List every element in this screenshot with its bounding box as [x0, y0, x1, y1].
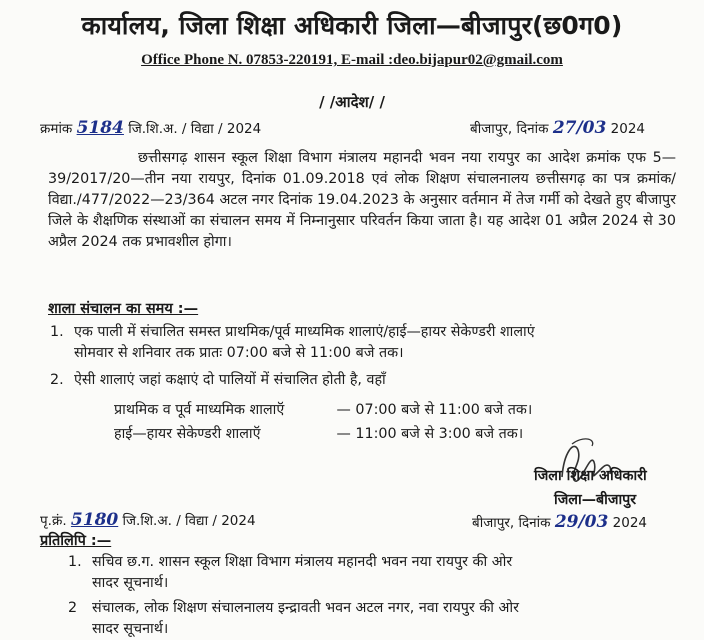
list-item-line: ऐसी शालाएं जहां कक्षाएं दो पालियों में संचालित होती है, वहाँ: [74, 372, 386, 388]
copy-item-line: सादर सूचनार्थ।: [92, 621, 169, 637]
copy-place-date-label: बीजापुर, दिनांक: [472, 515, 551, 531]
list-item-number: 2.: [50, 372, 64, 388]
copy-item-line: सादर सूचनार्थ।: [92, 575, 169, 591]
list-item: [50, 322, 680, 364]
order-date-handwritten: 27/03: [552, 118, 607, 138]
copy-year: 2024: [612, 515, 647, 531]
office-contact: Office Phone N. 07853-220191, E-mail :deo.bijapur02@gmail.com: [141, 52, 563, 68]
schedule-label: प्राथमिक व पूर्व माध्यमिक शालाऍ: [114, 402, 285, 418]
schedule-time: — 11:00 बजे से 3:00 बजे तक।: [336, 426, 524, 442]
copy-list-item: [68, 598, 688, 640]
list-item-line: सोमवार से शनिवार तक प्रातः 07:00 बजे से 11:00 बजे तक।: [74, 345, 404, 361]
section-heading: शाला संचालन का समय :—: [48, 301, 199, 317]
copy-list-label: प्रतिलिपि :—: [40, 533, 112, 549]
copy-number-handwritten: 5180: [70, 510, 119, 530]
list-item-number: 1.: [50, 324, 64, 340]
place-date-label: बीजापुर, दिनांक: [470, 121, 549, 137]
copy-item-number: 2: [68, 600, 78, 616]
kramank-number-handwritten: 5184: [76, 118, 124, 138]
kramank-suffix: जि.शि.अ. / विद्या / 2024: [128, 121, 262, 137]
order-heading: / /आदेश/ /: [319, 93, 385, 111]
schedule-row: [114, 400, 532, 419]
order-year: 2024: [610, 121, 645, 137]
copy-label: पृ.क्रं.: [40, 513, 67, 529]
signature-designation: जिला शिक्षा अधिकारी: [534, 468, 647, 484]
office-title: कार्यालय, जिला शिक्षा अधिकारी जिला—बीजापुर(छ0ग0): [81, 11, 623, 40]
order-date-line: [470, 118, 645, 138]
copy-date-handwritten: 29/03: [554, 512, 609, 532]
schedule-label: हाई—हायर सेकेण्डरी शालाऍ: [114, 426, 261, 442]
schedule-time: — 07:00 बजे से 11:00 बजे तक।: [336, 402, 533, 418]
copy-number-line: [40, 510, 256, 530]
copy-date-line: [472, 512, 647, 532]
order-number-line: [40, 118, 261, 138]
copy-suffix: जि.शि.अ. / विद्या / 2024: [122, 513, 256, 529]
order-paragraph: [48, 148, 676, 253]
list-item: [50, 370, 680, 391]
copy-item-number: 1.: [68, 554, 82, 570]
order-paragraph-text: छत्तीसगढ़ शासन स्कूल शिक्षा विभाग मंत्रालय महानदी भवन नया रायपुर का आदेश क्रमांक एफ 5—39/2017/20—तीन नया रायपुर, दिनांक 01.09.2018 एवं लोक शिक्षण संचालनालय छत्तीसगढ़ का पत्र क्रमांक/विद्या./477/2022—23/364 अटल नगर दिनांक 19.04.2023 के अनुसार वर्तमान में तेज गर्मी को देखते हुए बीजापुर जिले के शैक्षणिक संस्थाओं का संचालन समय में निम्नानुसार परिवर्तन किया जाता है। यह आदेश 01 अप्रैल 2024 से 30 अप्रैल 2024 तक प्रभावशील होगा।: [48, 150, 676, 250]
kramank-label: क्रमांक: [40, 121, 73, 137]
signature-district: जिला—बीजापुर: [554, 492, 637, 508]
copy-list-item: [68, 552, 688, 594]
schedule-row: [114, 424, 523, 443]
list-item-line: एक पाली में संचालित समस्त प्राथमिक/पूर्व माध्यमिक शालाएं/हाई—हायर सेकेण्डरी शालाएं: [74, 324, 535, 340]
copy-item-line: संचालक, लोक शिक्षण संचालनालय इन्द्रावती भवन अटल नगर, नवा रायपुर की ओर: [92, 600, 520, 616]
copy-item-line: सचिव छ.ग. शासन स्कूल शिक्षा विभाग मंत्रालय महानदी भवन नया रायपुर की ओर: [92, 554, 513, 570]
